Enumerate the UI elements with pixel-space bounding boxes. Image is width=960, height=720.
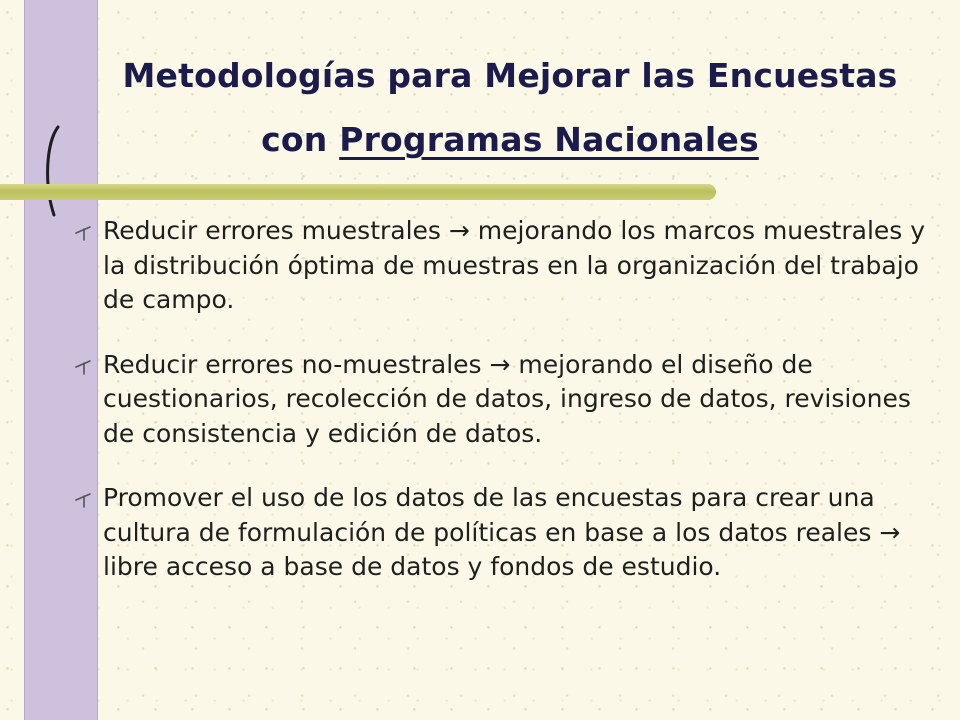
title-line-1: Metodologías para Mejorar las Encuestas <box>122 56 898 95</box>
bullet-list <box>72 214 932 615</box>
bullet-2-text-end: mejorando el diseño de cuestionarios, recolección de datos, ingreso de datos, revisiones de consistencia y edición de datos. <box>103 349 911 448</box>
bullet-mark-icon <box>73 356 93 376</box>
title-line-2-prefix: con <box>261 120 340 159</box>
right-arrow-icon: → <box>879 517 901 547</box>
bullet-item-2 <box>72 348 932 452</box>
title-line-2 <box>100 108 920 172</box>
slide-title <box>100 44 920 172</box>
title-line-2-underlined: Programas Nacionales <box>339 120 759 159</box>
bullet-mark-icon <box>73 222 93 242</box>
bullet-item-1 <box>72 214 932 318</box>
bullet-3-text-end: libre acceso a base de datos y fondos de estudio. <box>103 552 722 581</box>
bullet-3-text-start: Promover el uso de los datos de las encuestas para crear una cultura de formulación de políticas en base a los datos reales <box>103 483 880 547</box>
bracket-decoration-icon <box>38 125 64 217</box>
title-divider-rule <box>0 184 716 200</box>
bullet-1-text-end: mejorando los marcos muestrales y la distribución óptima de muestras en la organización del trabajo de campo. <box>103 216 926 314</box>
bullet-1-text-start: Reducir errores muestrales <box>103 216 449 245</box>
bullet-2-text-start: Reducir errores no-muestrales <box>103 349 490 379</box>
bullet-item-3 <box>72 481 932 585</box>
bullet-mark-icon <box>73 489 93 509</box>
right-arrow-icon: → <box>448 216 470 245</box>
right-arrow-icon: → <box>489 349 511 379</box>
